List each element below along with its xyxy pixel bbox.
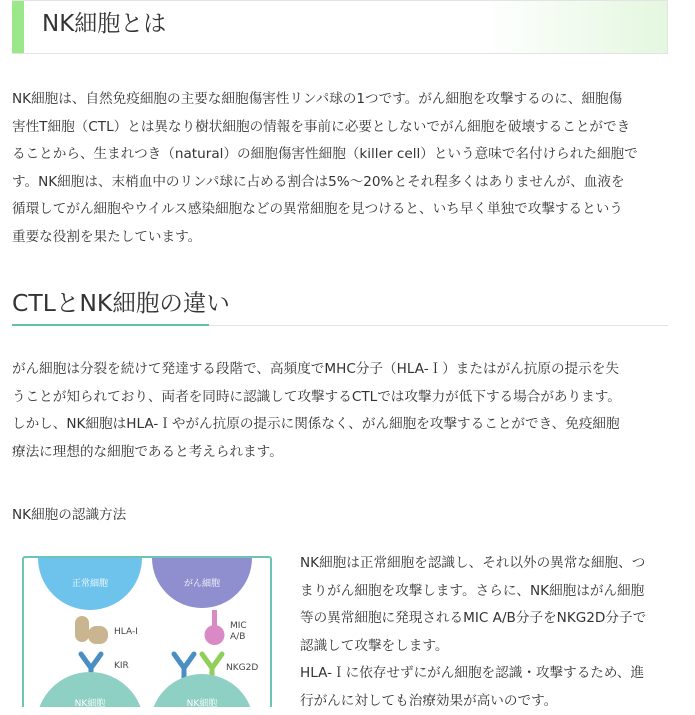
paragraph-line: うことが知られており、両者を同時に認識して攻撃するCTLでは攻撃力が低下する場合があります。	[12, 384, 672, 412]
cancer-cell-label: がん細胞	[184, 577, 220, 589]
description-line: 等の異常細胞に発現されるMIC A/B分子をNKG2D分子で	[300, 605, 672, 633]
recognition-description	[300, 550, 672, 715]
paragraph-line: NK細胞は、自然免疫細胞の主要な細胞傷害性リンパ球の1つです。がん細胞を攻撃するのに、細胞傷	[12, 86, 672, 114]
section-heading-box	[12, 0, 668, 54]
paragraph-line: 療法に理想的な細胞であると考えられます。	[12, 439, 672, 467]
description-line: まりがん細胞を攻撃します。さらに、NK細胞はがん細胞	[300, 578, 672, 606]
nk-intro-paragraph	[12, 86, 672, 251]
description-line: 認識して攻撃をします。	[300, 633, 672, 661]
heading-underline-accent	[12, 324, 209, 326]
description-line: 行がんに対しても治療効果が高いのです。	[300, 688, 672, 715]
ctl-nk-paragraph	[12, 356, 672, 466]
subheading-recognition-method: NK細胞の認識方法	[12, 503, 126, 527]
hla-molecule-icon	[75, 616, 108, 644]
paragraph-line: がん細胞は分裂を続けて発達する段階で、高頻度でMHC分子（HLA-Ｉ）またはがん抗原の提示を失	[12, 356, 672, 384]
paragraph-line: しかし、NK細胞はHLA-Ｉやがん抗原の提示に関係なく、がん細胞を攻撃することができ、免疫細胞	[12, 411, 672, 439]
mic-label-line1: MIC	[230, 621, 247, 631]
nk-recognition-figure	[22, 556, 272, 707]
paragraph-line: 循環してがん細胞やウイルス感染細胞などの異常細胞を見つけると、いち早く単独で攻撃するという	[12, 196, 672, 224]
heading-accent-bar	[12, 1, 24, 53]
description-line: HLA-Ｉに依存せずにがん細胞を認識・攻撃するため、進	[300, 660, 672, 688]
section-heading-nk-cells: NK細胞とは	[42, 8, 166, 40]
paragraph-line: ることから、生まれつき（natural）の細胞傷害性細胞（killer cell）という意味で名付けられた細胞で	[12, 141, 672, 169]
paragraph-line: す。NK細胞は、末梢血中のリンパ球に占める割合は5%～20%とそれ程多くはありませんが、血液を	[12, 169, 672, 197]
mic-molecule-icon	[205, 610, 225, 645]
mic-label-line2: A/B	[230, 632, 245, 642]
recognition-diagram	[24, 558, 269, 707]
kir-label: KIR	[114, 661, 129, 671]
paragraph-line: 重要な役割を果たしています。	[12, 224, 672, 252]
nk-cell-right-label: NK細胞	[187, 697, 218, 707]
nkg2d-label: NKG2D	[226, 663, 258, 673]
hla-label: HLA-I	[114, 627, 138, 637]
description-line: NK細胞は正常細胞を認識し、それ以外の異常な細胞、つ	[300, 550, 672, 578]
nk-cell-left-label: NK細胞	[75, 697, 106, 707]
normal-cell-label: 正常細胞	[72, 577, 108, 589]
section-heading-ctl-vs-nk: CTLとNK細胞の違い	[12, 286, 230, 320]
paragraph-line: 害性T細胞（CTL）とは異なり樹状細胞の情報を事前に必要としないでがん細胞を破壊することができ	[12, 114, 672, 142]
